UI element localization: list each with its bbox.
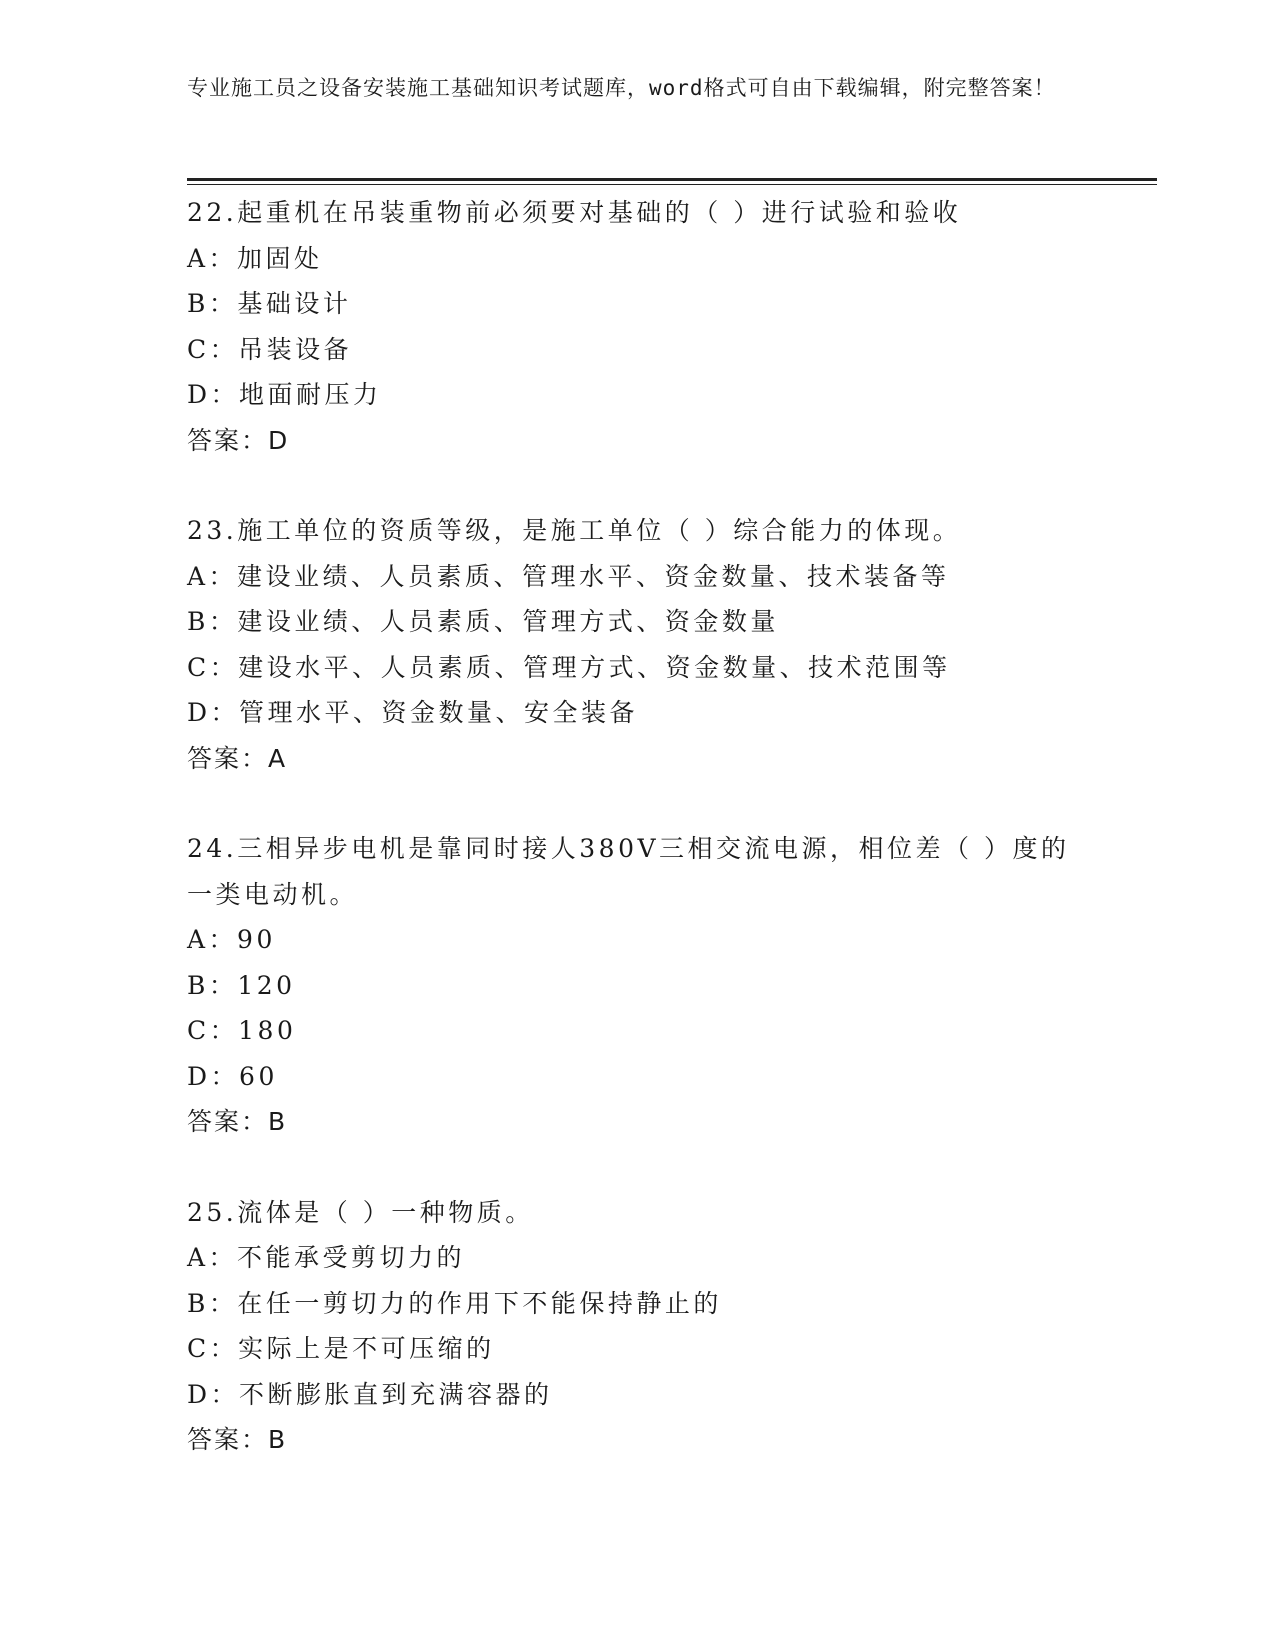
option-d: D：管理水平、资金数量、安全装备 [187,698,639,727]
answer-line: 答案：A [187,743,288,773]
question-stem: 25.流体是（ ）一种物质。 [187,1197,534,1227]
question-23 [187,508,1157,781]
question-stem: 23.施工单位的资质等级，是施工单位（ ）综合能力的体现。 [187,516,962,545]
option-c: C：实际上是不可压缩的 [187,1334,495,1363]
option-c: C：180 [187,1016,297,1045]
header-divider-thick [187,178,1157,181]
answer-line: 答案：D [187,425,290,455]
option-d: D：不断膨胀直到充满容器的 [187,1379,553,1409]
option-a: A：加固处 [187,243,323,273]
document-page [187,0,1157,1650]
question-stem: 24.三相异步电机是靠同时接人380V三相交流电源，相位差（ ）度的一类电动机。 [187,834,1070,909]
option-b: B：基础设计 [187,289,352,318]
answer-line: 答案：B [187,1107,288,1136]
question-25 [187,1190,1157,1463]
option-c: C：吊装设备 [187,334,353,364]
option-b: B：120 [187,970,296,1000]
option-b: B：在任一剪切力的作用下不能保持静止的 [187,1288,722,1318]
question-22 [187,190,1157,463]
option-a: A：建设业绩、人员素质、管理水平、资金数量、技术装备等 [187,561,950,591]
answer-line: 答案：B [187,1425,288,1454]
question-stem: 22.起重机在吊装重物前必须要对基础的（ ）进行试验和验收 [187,198,962,227]
option-d: D：地面耐压力 [187,380,382,409]
option-a: A：90 [187,925,276,954]
header-divider-thin [187,184,1157,185]
question-24 [187,826,1157,1145]
option-a: A：不能承受剪切力的 [187,1243,466,1272]
option-b: B：建设业绩、人员素质、管理方式、资金数量 [187,607,779,636]
option-c: C：建设水平、人员素质、管理方式、资金数量、技术范围等 [187,652,951,682]
document-header: 专业施工员之设备安装施工基础知识考试题库，word格式可自由下载编辑，附完整答案！ [187,76,1056,100]
option-d: D：60 [187,1061,278,1091]
question-list [187,190,1157,1508]
